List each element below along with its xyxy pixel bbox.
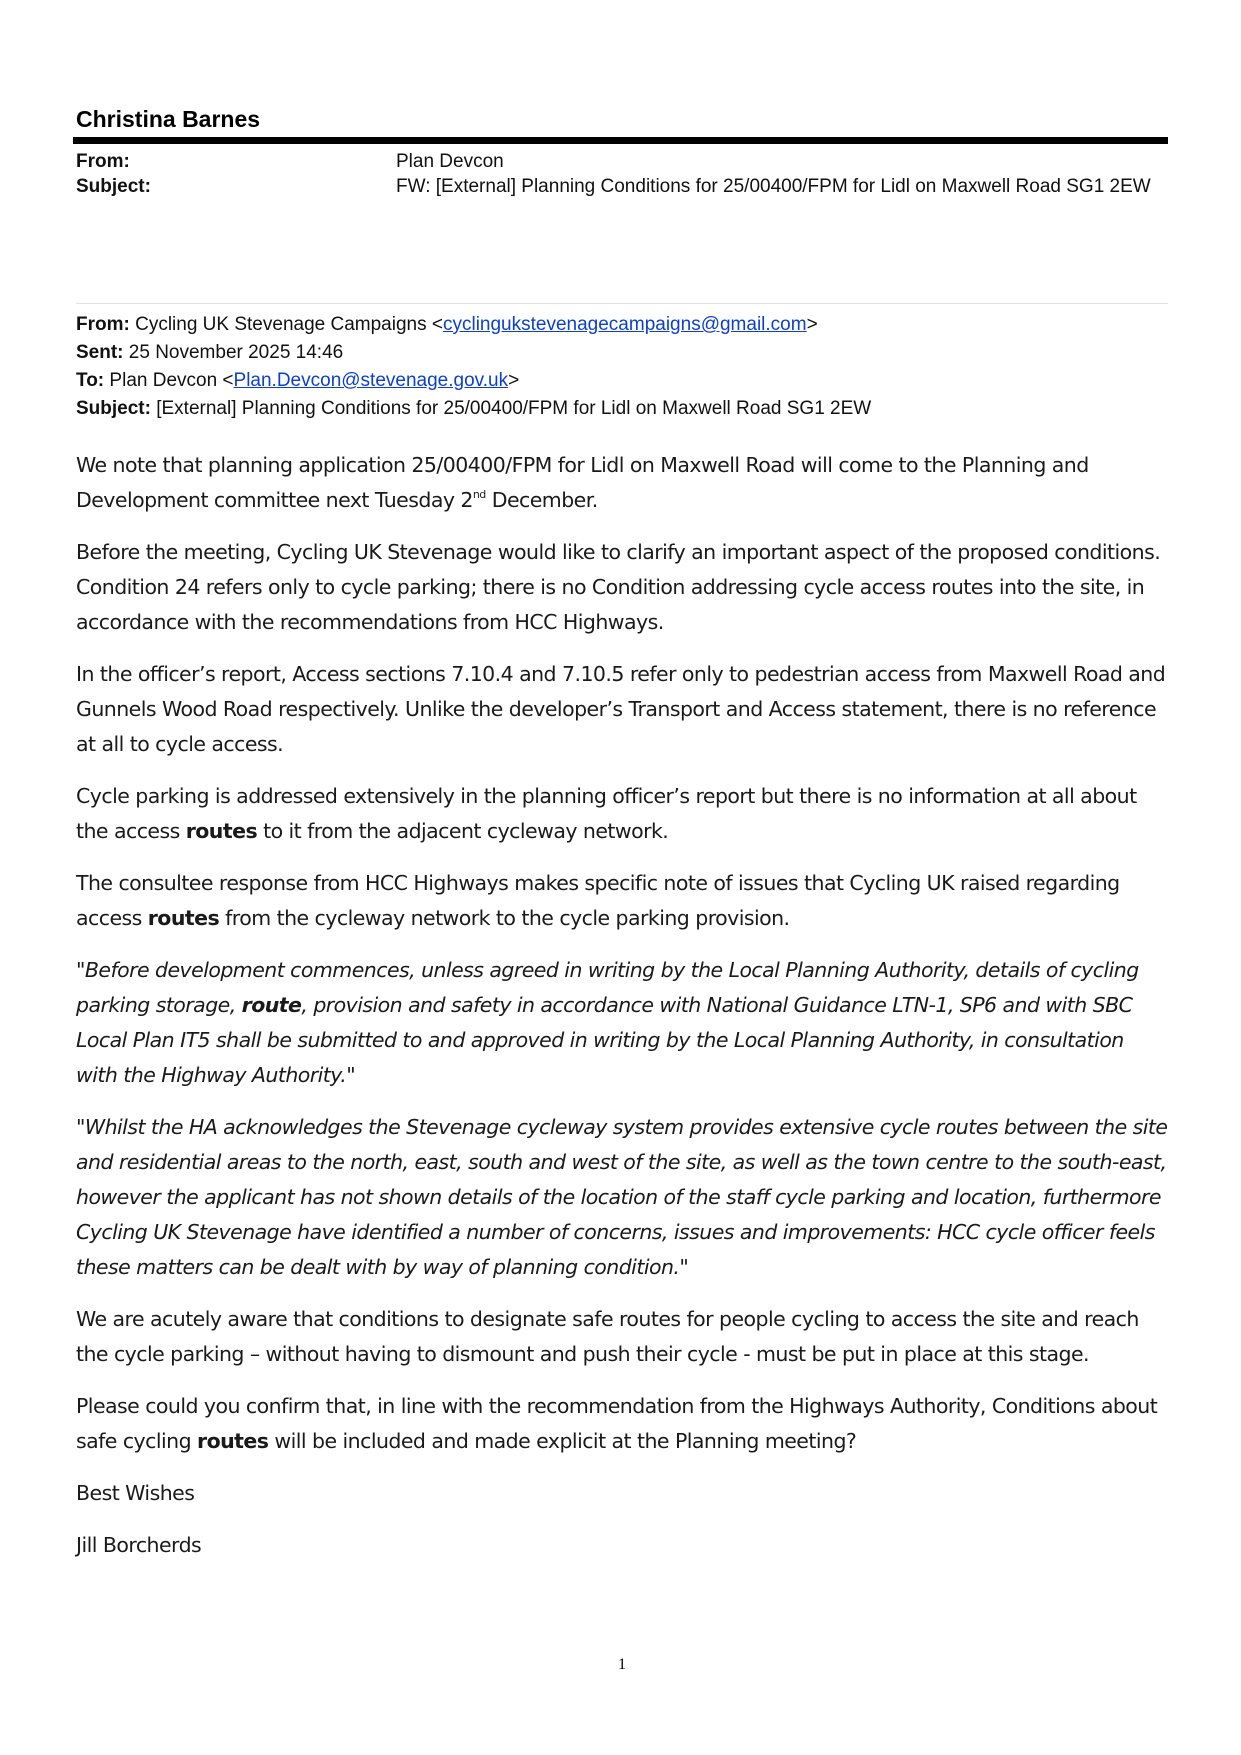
outer-subject-value: FW: [External] Planning Conditions for 25/00400/FPM for Lidl on Maxwell Road SG1 2EW <box>396 176 1151 197</box>
forwarded-to-row: To: Plan Devcon <Plan.Devcon@stevenage.gov.uk> <box>76 370 520 391</box>
page-number: 1 <box>618 1656 626 1673</box>
body-paragraph-3: In the officer’s report, Access sections 7.10.4 and 7.10.5 refer only to pedestrian access from Maxwell Road and Gunnels Wood Road respectively. Unlike the developer’s Transport and Access statement, there is no reference at all to cycle access. <box>76 662 1166 756</box>
emphasis-routes: routes <box>185 819 258 843</box>
body-paragraph-1: We note that planning application 25/00400/FPM for Lidl on Maxwell Road will come to the Planning and Development committee next Tuesday 2nd December. <box>76 453 1089 512</box>
emphasis-routes: routes <box>147 906 220 930</box>
body-paragraph-6: We are acutely aware that conditions to designate safe routes for people cycling to access the site and reach the cycle parking – without having to dismount and push their cycle - must be put in place at this stage. <box>76 1307 1139 1366</box>
forwarded-from-email-link[interactable]: cyclingukstevenagecampaigns@gmail.com <box>442 314 807 335</box>
forwarded-to-name: Plan Devcon <box>109 370 218 391</box>
forwarded-from-row: From: Cycling UK Stevenage Campaigns <cyclingukstevenagecampaigns@gmail.com> <box>76 314 818 335</box>
forwarded-to-email-link[interactable]: Plan.Devcon@stevenage.gov.uk <box>233 370 509 391</box>
ordinal-suffix: nd <box>472 488 486 501</box>
signature-name: Jill Borcherds <box>76 1533 202 1557</box>
forwarded-sent-label: Sent: <box>76 342 124 363</box>
mailbox-owner-name: Christina Barnes <box>76 106 261 132</box>
body-paragraph-2: Before the meeting, Cycling UK Stevenage would like to clarify an important aspect of the proposed conditions. Condition 24 refers only to cycle parking; there is no Condition addressing cycle access routes into the site, in accordance with the recommendations from HCC Highways. <box>76 540 1161 634</box>
forwarded-sent-row <box>76 339 343 366</box>
body-paragraph-4: Cycle parking is addressed extensively in the planning officer’s report but there is no information at all about the access routes to it from the adjacent cycleway network. <box>76 784 1137 843</box>
forwarded-from-name: Cycling UK Stevenage Campaigns <box>135 314 427 335</box>
sign-off: Best Wishes <box>76 1481 195 1505</box>
body-paragraph-5: The consultee response from HCC Highways makes specific note of issues that Cycling UK raised regarding access routes from the cycleway network to the cycle parking provision. <box>76 871 1120 930</box>
forwarded-subject-label: Subject: <box>76 398 151 419</box>
body-paragraph-7: Please could you confirm that, in line with the recommendation from the Highways Authority, Conditions about safe cycling routes will be included and made explicit at the Planning meeting? <box>76 1394 1158 1453</box>
forwarded-subject-value: [External] Planning Conditions for 25/00400/FPM for Lidl on Maxwell Road SG1 2EW <box>156 398 872 419</box>
quote-1: "Before development commences, unless agreed in writing by the Local Planning Authority, details of cycling parking storage, route, provision and safety in accordance with National Guidance LTN-1, SP6 and with SBC Local Plan IT5 shall be submitted to and approved in writing by the Local Planning Authority, in consultation with the Highway Authority." <box>76 958 1139 1087</box>
quote-2: "Whilst the HA acknowledges the Stevenage cycleway system provides extensive cycle routes between the site and residential areas to the north, east, south and west of the site, as well as the town centre to the south-east, however the applicant has not shown details of the location of the staff cycle parking and location, furthermore Cycling UK Stevenage have identified a number of concerns, issues and improvements: HCC cycle officer feels these matters can be dealt with by way of planning condition." <box>76 1115 1168 1279</box>
forwarded-sent-value: 25 November 2025 14:46 <box>128 342 344 363</box>
outer-from-label: From: <box>76 151 130 172</box>
emphasis-routes: routes <box>197 1429 269 1453</box>
forwarded-from-label: From: <box>76 314 130 335</box>
forwarded-to-label: To: <box>76 370 105 391</box>
outer-from-value: Plan Devcon <box>396 151 504 172</box>
forwarded-subject-row <box>76 395 871 422</box>
header-separator <box>76 303 1168 304</box>
owner-underline-rule <box>73 137 1168 144</box>
emphasis-route: route <box>241 993 302 1017</box>
outer-subject-label: Subject: <box>76 176 151 197</box>
email-body <box>76 448 1168 1580</box>
